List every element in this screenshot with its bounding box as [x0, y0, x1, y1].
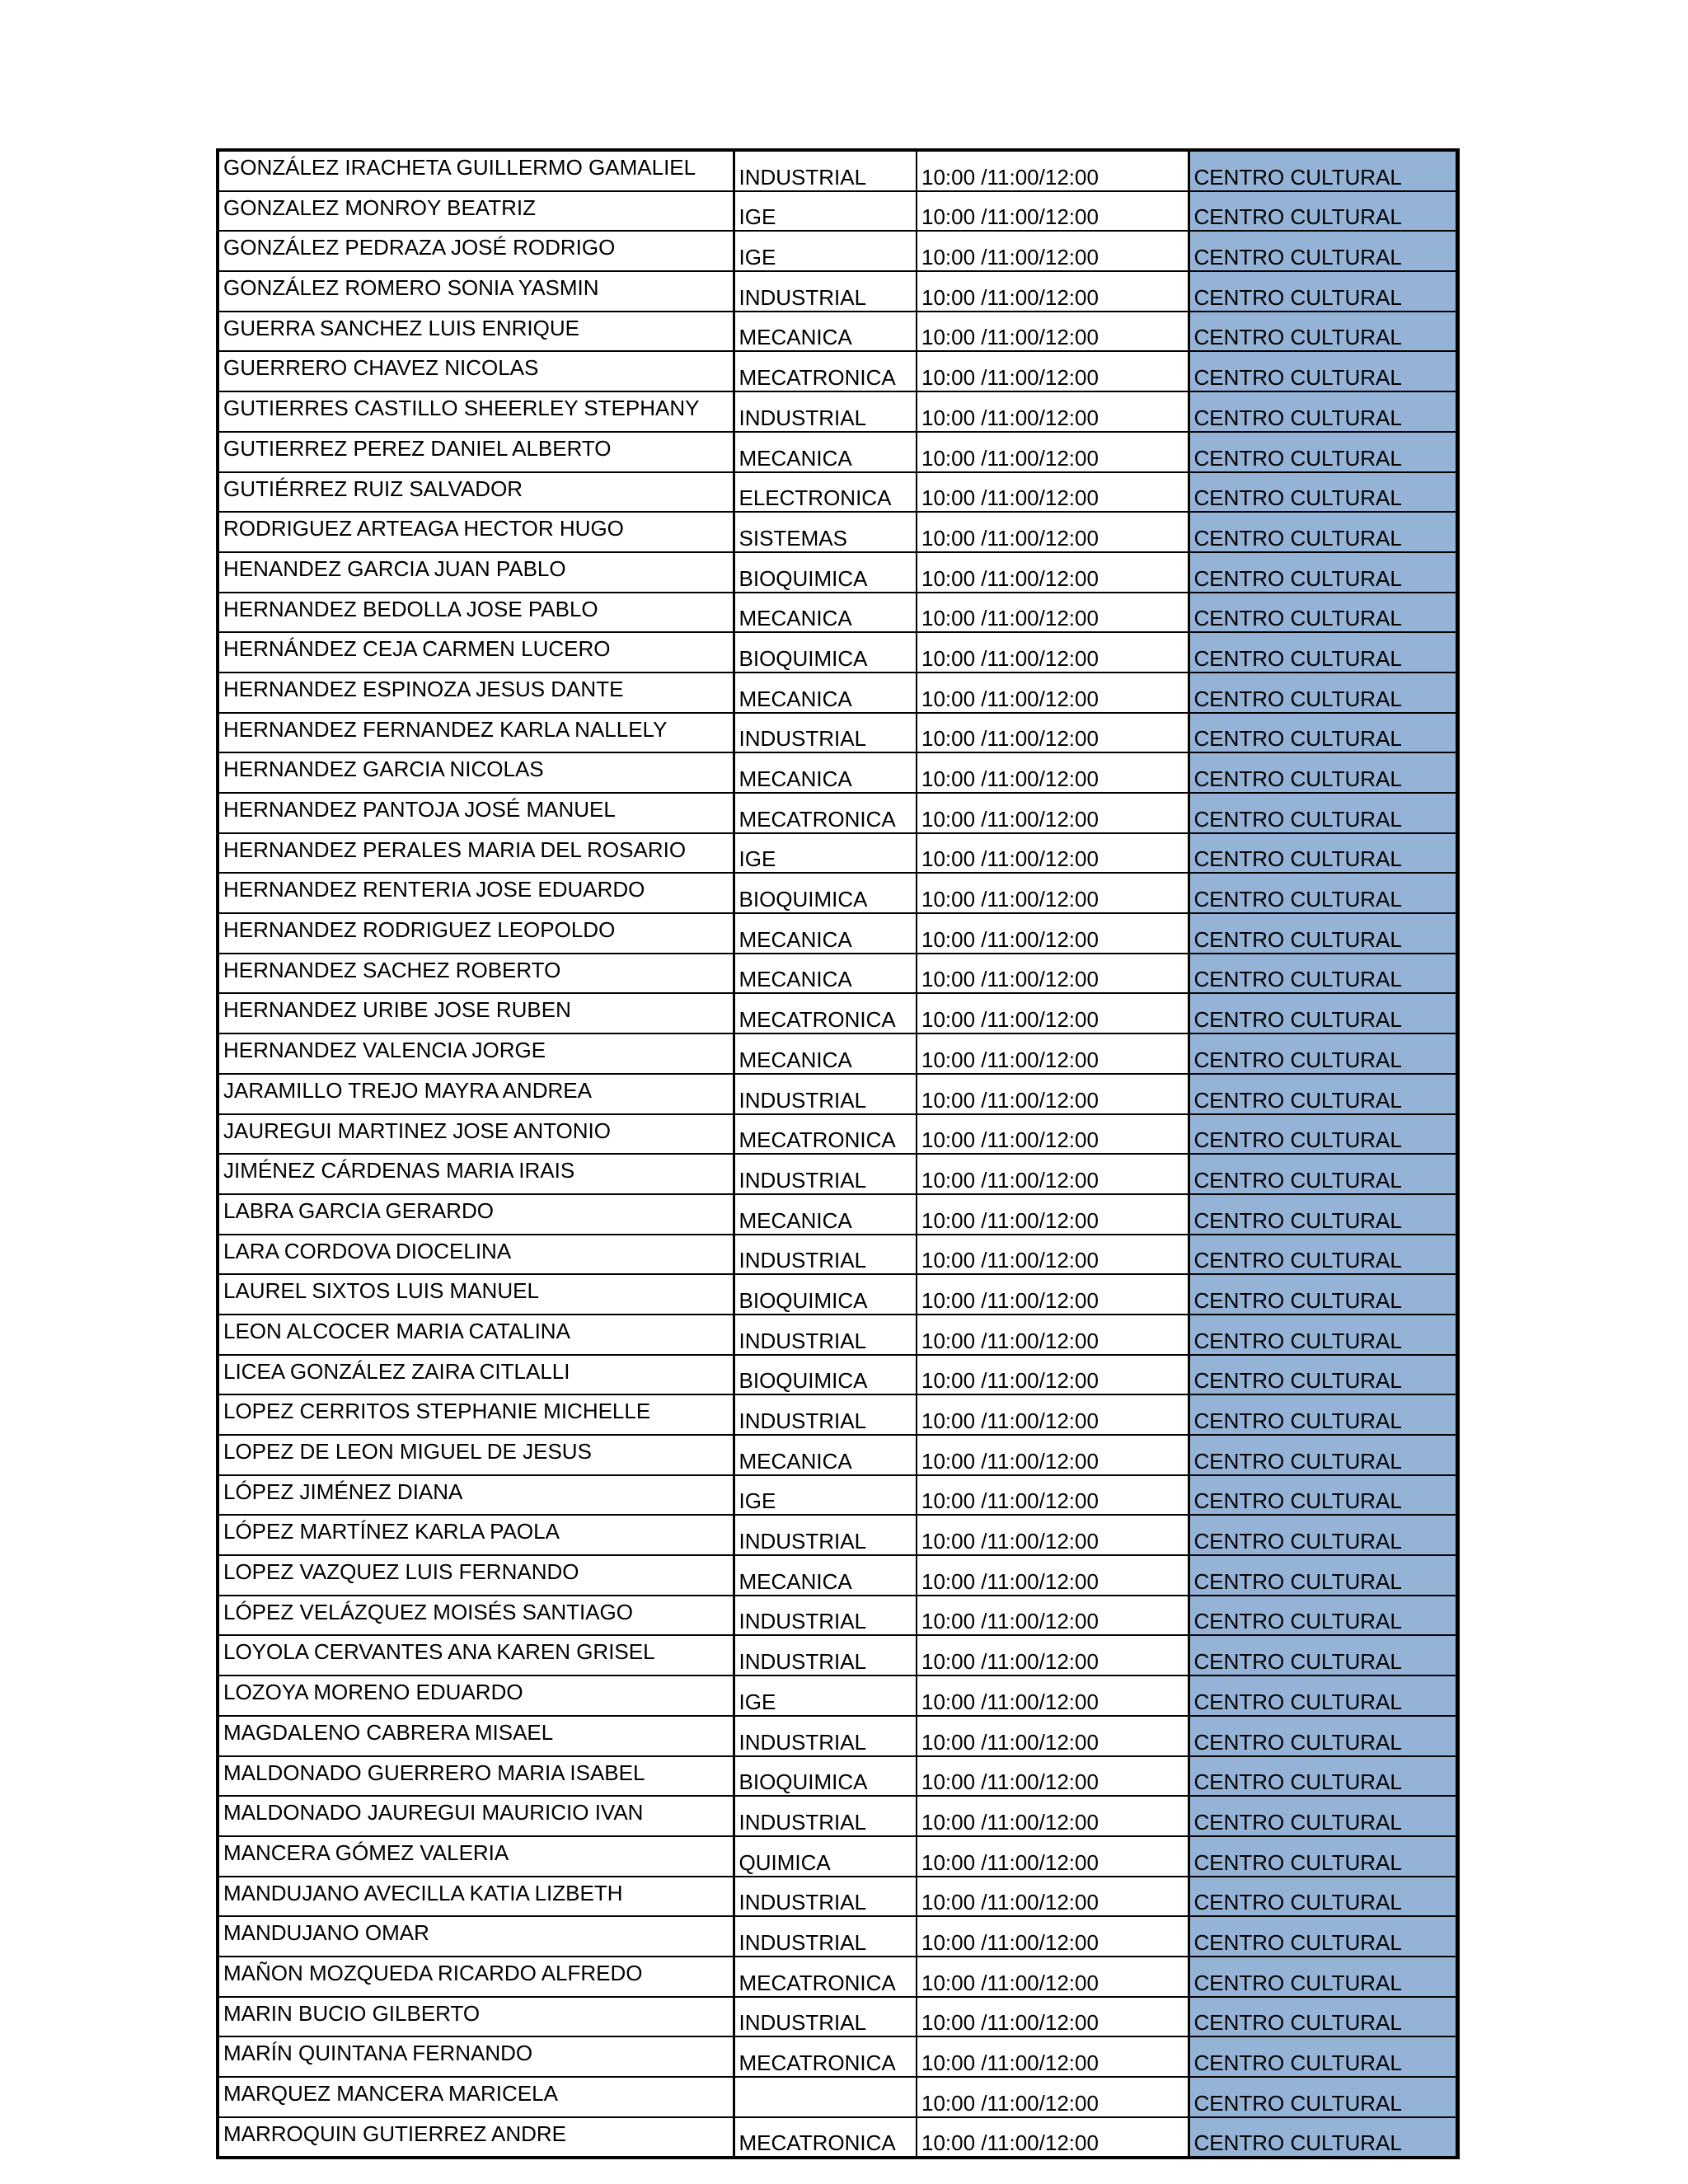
schedule-time-cell: 10:00 /11:00/12:00 [917, 793, 1189, 833]
table-row [218, 1596, 1457, 1636]
venue-cell: CENTRO CULTURAL [1189, 1194, 1457, 1235]
venue-cell: CENTRO CULTURAL [1189, 673, 1457, 713]
venue-cell: CENTRO CULTURAL [1189, 231, 1457, 271]
student-name-cell: GUERRA SANCHEZ LUIS ENRIQUE [218, 312, 734, 352]
student-name-cell: JAUREGUI MARTINEZ JOSE ANTONIO [218, 1114, 734, 1155]
career-cell: MECATRONICA [734, 2117, 917, 2158]
venue-cell: CENTRO CULTURAL [1189, 1716, 1457, 1756]
career-cell: BIOQUIMICA [734, 1756, 917, 1797]
venue-cell: CENTRO CULTURAL [1189, 1355, 1457, 1395]
schedule-time-cell: 10:00 /11:00/12:00 [917, 1394, 1189, 1435]
student-name-cell: HERNANDEZ FERNANDEZ KARLA NALLELY [218, 713, 734, 753]
career-cell: BIOQUIMICA [734, 1274, 917, 1315]
career-cell: IGE [734, 1475, 917, 1516]
table-row [218, 1916, 1457, 1957]
venue-cell: CENTRO CULTURAL [1189, 873, 1457, 913]
table-row [218, 1957, 1457, 1997]
student-name-cell: LOPEZ VAZQUEZ LUIS FERNANDO [218, 1555, 734, 1596]
student-name-cell: GONZÁLEZ IRACHETA GUILLERMO GAMALIEL [218, 150, 734, 191]
student-name-cell: LÓPEZ VELÁZQUEZ MOISÉS SANTIAGO [218, 1596, 734, 1636]
table-row [218, 673, 1457, 713]
schedule-time-cell: 10:00 /11:00/12:00 [917, 673, 1189, 713]
schedule-time-cell: 10:00 /11:00/12:00 [917, 512, 1189, 552]
table-row [218, 1475, 1457, 1516]
schedule-time-cell: 10:00 /11:00/12:00 [917, 351, 1189, 391]
venue-cell: CENTRO CULTURAL [1189, 1877, 1457, 1917]
student-name-cell: MANDUJANO AVECILLA KATIA LIZBETH [218, 1877, 734, 1917]
venue-cell: CENTRO CULTURAL [1189, 913, 1457, 954]
career-cell: INDUSTRIAL [734, 1796, 917, 1836]
student-name-cell: HENANDEZ GARCIA JUAN PABLO [218, 552, 734, 593]
schedule-time-cell: 10:00 /11:00/12:00 [917, 231, 1189, 271]
table-row [218, 713, 1457, 753]
venue-cell: CENTRO CULTURAL [1189, 312, 1457, 352]
career-cell: MECATRONICA [734, 1114, 917, 1155]
schedule-time-cell: 10:00 /11:00/12:00 [917, 1435, 1189, 1475]
table-row [218, 1033, 1457, 1074]
career-cell: BIOQUIMICA [734, 1355, 917, 1395]
venue-cell: CENTRO CULTURAL [1189, 1235, 1457, 1275]
venue-cell: CENTRO CULTURAL [1189, 432, 1457, 472]
student-name-cell: HERNANDEZ PERALES MARIA DEL ROSARIO [218, 833, 734, 874]
venue-cell: CENTRO CULTURAL [1189, 1836, 1457, 1877]
student-name-cell: JARAMILLO TREJO MAYRA ANDREA [218, 1074, 734, 1114]
schedule-time-cell: 10:00 /11:00/12:00 [917, 150, 1189, 191]
venue-cell: CENTRO CULTURAL [1189, 150, 1457, 191]
student-name-cell: HERNANDEZ URIBE JOSE RUBEN [218, 993, 734, 1033]
table-row [218, 191, 1457, 232]
career-cell: IGE [734, 1675, 917, 1716]
student-name-cell: GUTIÉRREZ RUIZ SALVADOR [218, 472, 734, 513]
table-row [218, 432, 1457, 472]
career-cell: INDUSTRIAL [734, 271, 917, 312]
venue-cell: CENTRO CULTURAL [1189, 1274, 1457, 1315]
student-name-cell: LABRA GARCIA GERARDO [218, 1194, 734, 1235]
table-row [218, 552, 1457, 593]
career-cell: MECANICA [734, 673, 917, 713]
venue-cell: CENTRO CULTURAL [1189, 1475, 1457, 1516]
student-name-cell: MARÍN QUINTANA FERNANDO [218, 2036, 734, 2077]
table-row [218, 1435, 1457, 1475]
career-cell: SISTEMAS [734, 512, 917, 552]
table-row [218, 954, 1457, 994]
student-name-cell: LARA CORDOVA DIOCELINA [218, 1235, 734, 1275]
career-cell: INDUSTRIAL [734, 1315, 917, 1355]
table-row [218, 1877, 1457, 1917]
schedule-time-cell: 10:00 /11:00/12:00 [917, 1515, 1189, 1555]
career-cell: MECATRONICA [734, 793, 917, 833]
career-cell: INDUSTRIAL [734, 391, 917, 432]
schedule-table-body [218, 150, 1457, 2158]
schedule-time-cell: 10:00 /11:00/12:00 [917, 1836, 1189, 1877]
venue-cell: CENTRO CULTURAL [1189, 552, 1457, 593]
student-name-cell: LÓPEZ MARTÍNEZ KARLA PAOLA [218, 1515, 734, 1555]
career-cell: INDUSTRIAL [734, 1716, 917, 1756]
venue-cell: CENTRO CULTURAL [1189, 713, 1457, 753]
table-row [218, 150, 1457, 191]
schedule-time-cell: 10:00 /11:00/12:00 [917, 1957, 1189, 1997]
schedule-time-cell: 10:00 /11:00/12:00 [917, 2036, 1189, 2077]
venue-cell: CENTRO CULTURAL [1189, 1074, 1457, 1114]
schedule-time-cell: 10:00 /11:00/12:00 [917, 1235, 1189, 1275]
schedule-time-cell: 10:00 /11:00/12:00 [917, 1997, 1189, 2037]
table-row [218, 793, 1457, 833]
table-row [218, 472, 1457, 513]
student-name-cell: LOPEZ CERRITOS STEPHANIE MICHELLE [218, 1394, 734, 1435]
table-row [218, 1796, 1457, 1836]
table-row [218, 512, 1457, 552]
schedule-time-cell: 10:00 /11:00/12:00 [917, 1475, 1189, 1516]
venue-cell: CENTRO CULTURAL [1189, 1435, 1457, 1475]
career-cell: INDUSTRIAL [734, 1635, 917, 1675]
schedule-time-cell: 10:00 /11:00/12:00 [917, 1635, 1189, 1675]
career-cell: INDUSTRIAL [734, 1515, 917, 1555]
table-row [218, 1194, 1457, 1235]
schedule-time-cell: 10:00 /11:00/12:00 [917, 1796, 1189, 1836]
student-name-cell: LOPEZ DE LEON MIGUEL DE JESUS [218, 1435, 734, 1475]
venue-cell: CENTRO CULTURAL [1189, 2036, 1457, 2077]
career-cell: INDUSTRIAL [734, 1596, 917, 1636]
career-cell: INDUSTRIAL [734, 1877, 917, 1917]
student-name-cell: MARROQUIN GUTIERREZ ANDRE [218, 2117, 734, 2158]
venue-cell: CENTRO CULTURAL [1189, 1596, 1457, 1636]
student-name-cell: LICEA GONZÁLEZ ZAIRA CITLALLI [218, 1355, 734, 1395]
schedule-time-cell: 10:00 /11:00/12:00 [917, 593, 1189, 633]
table-row [218, 1274, 1457, 1315]
table-row [218, 2117, 1457, 2158]
career-cell: QUIMICA [734, 1836, 917, 1877]
schedule-time-cell: 10:00 /11:00/12:00 [917, 1355, 1189, 1395]
table-row [218, 1235, 1457, 1275]
career-cell: MECATRONICA [734, 1957, 917, 1997]
schedule-time-cell: 10:00 /11:00/12:00 [917, 1114, 1189, 1155]
venue-cell: CENTRO CULTURAL [1189, 752, 1457, 793]
career-cell: MECANICA [734, 913, 917, 954]
student-name-cell: HERNANDEZ RODRIGUEZ LEOPOLDO [218, 913, 734, 954]
career-cell [734, 2077, 917, 2117]
schedule-time-cell: 10:00 /11:00/12:00 [917, 432, 1189, 472]
career-cell: MECANICA [734, 1435, 917, 1475]
table-row [218, 1114, 1457, 1155]
venue-cell: CENTRO CULTURAL [1189, 954, 1457, 994]
career-cell: ELECTRONICA [734, 472, 917, 513]
venue-cell: CENTRO CULTURAL [1189, 593, 1457, 633]
career-cell: INDUSTRIAL [734, 150, 917, 191]
student-name-cell: GONZÁLEZ ROMERO SONIA YASMIN [218, 271, 734, 312]
schedule-time-cell: 10:00 /11:00/12:00 [917, 1315, 1189, 1355]
student-name-cell: MARIN BUCIO GILBERTO [218, 1997, 734, 2037]
schedule-time-cell: 10:00 /11:00/12:00 [917, 1916, 1189, 1957]
career-cell: MECATRONICA [734, 2036, 917, 2077]
career-cell: BIOQUIMICA [734, 873, 917, 913]
student-name-cell: MANCERA GÓMEZ VALERIA [218, 1836, 734, 1877]
table-row [218, 1997, 1457, 2037]
table-row [218, 1154, 1457, 1194]
table-row [218, 1515, 1457, 1555]
table-row [218, 993, 1457, 1033]
table-row [218, 391, 1457, 432]
venue-cell: CENTRO CULTURAL [1189, 2077, 1457, 2117]
table-row [218, 593, 1457, 633]
student-name-cell: MAGDALENO CABRERA MISAEL [218, 1716, 734, 1756]
schedule-time-cell: 10:00 /11:00/12:00 [917, 1154, 1189, 1194]
student-name-cell: HERNANDEZ GARCIA NICOLAS [218, 752, 734, 793]
schedule-time-cell: 10:00 /11:00/12:00 [917, 191, 1189, 232]
student-name-cell: LOZOYA MORENO EDUARDO [218, 1675, 734, 1716]
table-row [218, 1635, 1457, 1675]
career-cell: IGE [734, 833, 917, 874]
career-cell: MECANICA [734, 1033, 917, 1074]
student-name-cell: MARQUEZ MANCERA MARICELA [218, 2077, 734, 2117]
schedule-time-cell: 10:00 /11:00/12:00 [917, 632, 1189, 673]
career-cell: MECATRONICA [734, 993, 917, 1033]
schedule-time-cell: 10:00 /11:00/12:00 [917, 1033, 1189, 1074]
schedule-time-cell: 10:00 /11:00/12:00 [917, 1596, 1189, 1636]
table-row [218, 752, 1457, 793]
student-name-cell: HERNANDEZ ESPINOZA JESUS DANTE [218, 673, 734, 713]
career-cell: MECANICA [734, 1194, 917, 1235]
student-name-cell: LOYOLA CERVANTES ANA KAREN GRISEL [218, 1635, 734, 1675]
student-name-cell: HERNÁNDEZ CEJA CARMEN LUCERO [218, 632, 734, 673]
schedule-time-cell: 10:00 /11:00/12:00 [917, 993, 1189, 1033]
venue-cell: CENTRO CULTURAL [1189, 1957, 1457, 1997]
student-name-cell: HERNANDEZ BEDOLLA JOSE PABLO [218, 593, 734, 633]
career-cell: INDUSTRIAL [734, 713, 917, 753]
table-row [218, 351, 1457, 391]
table-row [218, 231, 1457, 271]
career-cell: MECANICA [734, 593, 917, 633]
schedule-time-cell: 10:00 /11:00/12:00 [917, 1194, 1189, 1235]
venue-cell: CENTRO CULTURAL [1189, 1916, 1457, 1957]
table-row [218, 1315, 1457, 1355]
schedule-time-cell: 10:00 /11:00/12:00 [917, 2077, 1189, 2117]
career-cell: INDUSTRIAL [734, 1997, 917, 2037]
venue-cell: CENTRO CULTURAL [1189, 1555, 1457, 1596]
table-row [218, 1675, 1457, 1716]
schedule-table [216, 148, 1460, 2159]
schedule-time-cell: 10:00 /11:00/12:00 [917, 2117, 1189, 2158]
schedule-time-cell: 10:00 /11:00/12:00 [917, 552, 1189, 593]
student-name-cell: HERNANDEZ VALENCIA JORGE [218, 1033, 734, 1074]
student-name-cell: LÓPEZ JIMÉNEZ DIANA [218, 1475, 734, 1516]
venue-cell: CENTRO CULTURAL [1189, 993, 1457, 1033]
venue-cell: CENTRO CULTURAL [1189, 1394, 1457, 1435]
career-cell: INDUSTRIAL [734, 1235, 917, 1275]
career-cell: INDUSTRIAL [734, 1394, 917, 1435]
career-cell: MECANICA [734, 312, 917, 352]
venue-cell: CENTRO CULTURAL [1189, 191, 1457, 232]
student-name-cell: GUERRERO CHAVEZ NICOLAS [218, 351, 734, 391]
student-name-cell: JIMÉNEZ CÁRDENAS MARIA IRAIS [218, 1154, 734, 1194]
student-name-cell: RODRIGUEZ ARTEAGA HECTOR HUGO [218, 512, 734, 552]
table-row [218, 632, 1457, 673]
career-cell: IGE [734, 231, 917, 271]
venue-cell: CENTRO CULTURAL [1189, 351, 1457, 391]
venue-cell: CENTRO CULTURAL [1189, 2117, 1457, 2158]
student-name-cell: HERNANDEZ SACHEZ ROBERTO [218, 954, 734, 994]
table-row [218, 1756, 1457, 1797]
student-name-cell: HERNANDEZ PANTOJA JOSÉ MANUEL [218, 793, 734, 833]
student-name-cell: LAUREL SIXTOS LUIS MANUEL [218, 1274, 734, 1315]
career-cell: INDUSTRIAL [734, 1916, 917, 1957]
table-row [218, 312, 1457, 352]
schedule-time-cell: 10:00 /11:00/12:00 [917, 271, 1189, 312]
venue-cell: CENTRO CULTURAL [1189, 1756, 1457, 1797]
schedule-time-cell: 10:00 /11:00/12:00 [917, 752, 1189, 793]
schedule-time-cell: 10:00 /11:00/12:00 [917, 1877, 1189, 1917]
schedule-time-cell: 10:00 /11:00/12:00 [917, 312, 1189, 352]
venue-cell: CENTRO CULTURAL [1189, 833, 1457, 874]
venue-cell: CENTRO CULTURAL [1189, 391, 1457, 432]
venue-cell: CENTRO CULTURAL [1189, 1796, 1457, 1836]
venue-cell: CENTRO CULTURAL [1189, 472, 1457, 513]
career-cell: INDUSTRIAL [734, 1074, 917, 1114]
schedule-time-cell: 10:00 /11:00/12:00 [917, 1074, 1189, 1114]
venue-cell: CENTRO CULTURAL [1189, 632, 1457, 673]
schedule-time-cell: 10:00 /11:00/12:00 [917, 913, 1189, 954]
venue-cell: CENTRO CULTURAL [1189, 1997, 1457, 2037]
table-row [218, 1836, 1457, 1877]
student-name-cell: MALDONADO GUERRERO MARIA ISABEL [218, 1756, 734, 1797]
career-cell: INDUSTRIAL [734, 1154, 917, 1194]
schedule-time-cell: 10:00 /11:00/12:00 [917, 833, 1189, 874]
student-name-cell: GUTIERREZ PEREZ DANIEL ALBERTO [218, 432, 734, 472]
student-name-cell: GUTIERRES CASTILLO SHEERLEY STEPHANY [218, 391, 734, 432]
table-row [218, 1555, 1457, 1596]
venue-cell: CENTRO CULTURAL [1189, 271, 1457, 312]
schedule-time-cell: 10:00 /11:00/12:00 [917, 873, 1189, 913]
career-cell: MECANICA [734, 432, 917, 472]
career-cell: MECANICA [734, 1555, 917, 1596]
schedule-time-cell: 10:00 /11:00/12:00 [917, 954, 1189, 994]
venue-cell: CENTRO CULTURAL [1189, 793, 1457, 833]
schedule-time-cell: 10:00 /11:00/12:00 [917, 713, 1189, 753]
student-name-cell: HERNANDEZ RENTERIA JOSE EDUARDO [218, 873, 734, 913]
table-row [218, 1716, 1457, 1756]
venue-cell: CENTRO CULTURAL [1189, 1114, 1457, 1155]
student-name-cell: GONZALEZ MONROY BEATRIZ [218, 191, 734, 232]
table-row [218, 873, 1457, 913]
student-name-cell: LEON ALCOCER MARIA CATALINA [218, 1315, 734, 1355]
schedule-time-cell: 10:00 /11:00/12:00 [917, 1716, 1189, 1756]
venue-cell: CENTRO CULTURAL [1189, 1033, 1457, 1074]
table-row [218, 1394, 1457, 1435]
career-cell: BIOQUIMICA [734, 632, 917, 673]
table-row [218, 271, 1457, 312]
table-row [218, 833, 1457, 874]
table-row [218, 913, 1457, 954]
table-row [218, 2077, 1457, 2117]
career-cell: BIOQUIMICA [734, 552, 917, 593]
schedule-time-cell: 10:00 /11:00/12:00 [917, 1274, 1189, 1315]
venue-cell: CENTRO CULTURAL [1189, 1515, 1457, 1555]
venue-cell: CENTRO CULTURAL [1189, 512, 1457, 552]
schedule-time-cell: 10:00 /11:00/12:00 [917, 1555, 1189, 1596]
student-name-cell: MAÑON MOZQUEDA RICARDO ALFREDO [218, 1957, 734, 1997]
career-cell: MECANICA [734, 752, 917, 793]
table-row [218, 2036, 1457, 2077]
schedule-time-cell: 10:00 /11:00/12:00 [917, 472, 1189, 513]
venue-cell: CENTRO CULTURAL [1189, 1675, 1457, 1716]
schedule-time-cell: 10:00 /11:00/12:00 [917, 1675, 1189, 1716]
career-cell: MECATRONICA [734, 351, 917, 391]
student-name-cell: MANDUJANO OMAR [218, 1916, 734, 1957]
table-row [218, 1074, 1457, 1114]
schedule-time-cell: 10:00 /11:00/12:00 [917, 391, 1189, 432]
student-name-cell: MALDONADO JAUREGUI MAURICIO IVAN [218, 1796, 734, 1836]
student-name-cell: GONZÁLEZ PEDRAZA JOSÉ RODRIGO [218, 231, 734, 271]
venue-cell: CENTRO CULTURAL [1189, 1154, 1457, 1194]
career-cell: MECANICA [734, 954, 917, 994]
schedule-time-cell: 10:00 /11:00/12:00 [917, 1756, 1189, 1797]
table-row [218, 1355, 1457, 1395]
career-cell: IGE [734, 191, 917, 232]
venue-cell: CENTRO CULTURAL [1189, 1635, 1457, 1675]
venue-cell: CENTRO CULTURAL [1189, 1315, 1457, 1355]
